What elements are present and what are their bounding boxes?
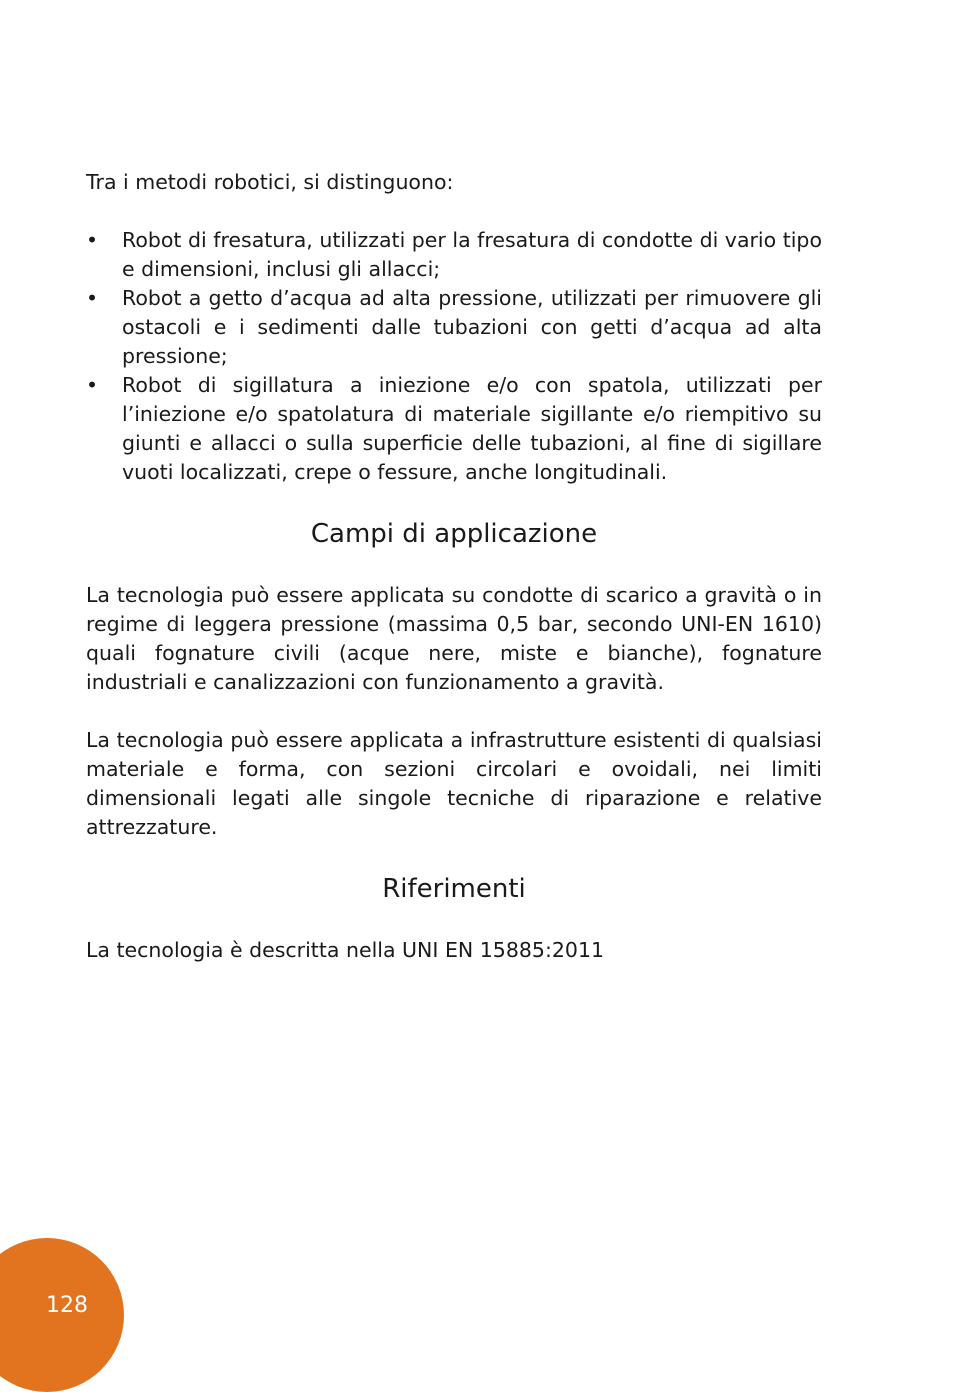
list-item — [86, 226, 822, 284]
applications-paragraph: La tecnologia può essere applicata su condotte di scarico a gravità o in regime di leggera pressione (massima 0,5 bar, secondo UNI-EN 1610) quali fognature civili (acque nere, miste e bianche), fognature industriali e canalizzazioni con funzionamento a gravità. — [86, 583, 822, 694]
list-item-text: Robot a getto d’acqua ad alta pressione, utilizzati per rimuovere gli ostacoli e i sedimenti dalle tubazioni con getti d’acqua ad alta pressione; — [122, 286, 822, 368]
list-item — [86, 284, 822, 371]
page-number: 128 — [46, 1293, 88, 1318]
references-paragraph: La tecnologia è descritta nella UNI EN 15885:2011 — [86, 938, 605, 962]
section-heading-applications: Campi di applicazione — [310, 519, 598, 549]
intro-text: Tra i metodi robotici, si distinguono: — [86, 170, 454, 194]
list-item-text: Robot di fresatura, utilizzati per la fresatura di condotte di vario tipo e dimensioni, inclusi gli allacci; — [122, 228, 822, 281]
section-heading-references: Riferimenti — [382, 874, 526, 904]
list-item-text: Robot di sigillatura a iniezione e/o con spatola, utilizzati per l’iniezione e/o spatolatura di materiale sigillante e/o riempitivo su giunti e allacci o sulla superficie delle tubazioni, al fine di sigillare vuoti localizzati, crepe o fessure, anche longitudinali. — [122, 373, 822, 484]
bullet-icon: • — [86, 286, 99, 310]
list-item — [86, 371, 822, 487]
applications-paragraph: La tecnologia può essere applicata a infrastrutture esistenti di qualsiasi materiale e forma, con sezioni circolari e ovoidali, nei limiti dimensionali legati alle singole tecniche di riparazione e relative attrezzature. — [86, 728, 822, 839]
bullet-icon: • — [86, 228, 99, 252]
robot-method-list — [86, 226, 822, 487]
page-content — [86, 168, 822, 965]
bullet-icon: • — [86, 373, 99, 397]
